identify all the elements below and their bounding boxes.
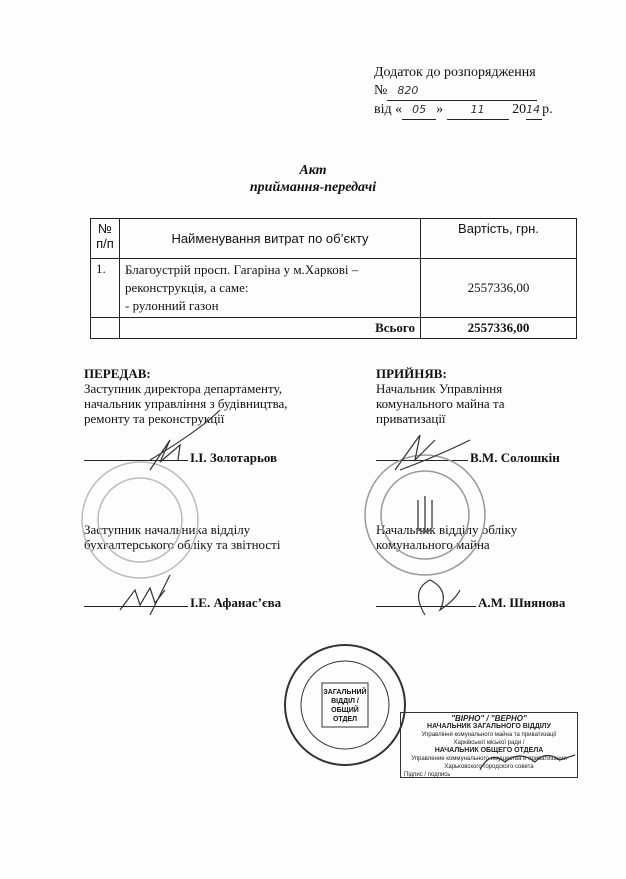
faint-seal-left [82,462,198,578]
header-name: Найменування витрат по об’єкту [120,219,421,259]
stamp-line: НАЧАЛЬНИК ОБЩЕГО ОТДЕЛА [434,747,544,754]
stamp-line: НАЧАЛЬНИК ЗАГАЛЬНОГО ВІДДІЛУ [427,723,551,730]
left-pos2-line: Заступник начальника відділу [84,522,251,537]
right-pos2-line: комунального майна [376,537,490,552]
left-pos1-line: Заступник директора департаменту, [84,381,282,396]
no-label: № [374,83,388,98]
year-prefix: 20 [512,102,527,117]
stamp-line: Харьковского городского совета [444,764,534,770]
left-pos1-line: ремонту та реконструкції [84,411,225,426]
day-value: 05 [402,101,436,120]
stamp-line: "ВІРНО" / "ВЕРНО" [451,714,527,723]
name-line: - рулонний газон [125,298,219,313]
faint-seal-right [365,455,485,575]
stamp-sign-label: Підпис / подпись [404,772,451,778]
left-pos1-line: начальник управління з будівництва, [84,396,288,411]
stamp-line: Харківської міської ради / [453,740,525,746]
stamp-line: Управление коммунального имущества и приватизации [411,756,567,762]
right-pos2-line: Начальник відділу обліку [376,522,518,537]
right-pos1-line: приватизації [376,411,446,426]
header-num: № п/п [91,219,120,259]
row-cost: 2557336,00 [421,259,577,318]
appendix-title: Додаток до розпорядження [374,65,536,80]
left-pos2-line: бухгалтерського обліку та звітності [84,537,281,552]
row-num: 1. [91,259,120,318]
title-line2: приймання-передачі [249,180,377,195]
name-line: Благоустрій просп. Гагаріна у м.Харкові – [125,262,359,277]
signature-shiyanova [419,580,460,615]
header-cost: Вартість, грн. [421,219,577,259]
date-suffix: р. [542,102,553,117]
round-seal-text: ЗАГАЛЬНИЙ ВІДДІЛ / ОБЩИЙ ОТДЕЛ [323,689,367,723]
certified-copy-stamp [400,712,578,778]
left-name2: І.Е. Афанас’єва [190,595,282,610]
signature-zolotarov [150,410,220,470]
year-suffix: 14 [526,101,542,120]
right-name2: А.М. Шиянова [478,595,566,610]
month-value: 11 [447,101,509,120]
date-mid: » [436,102,444,117]
date-prefix: від « [374,102,403,117]
right-pos1-line: Начальник Управління [376,381,503,396]
left-heading: ПЕРЕДАВ: [84,366,151,381]
right-heading: ПРИЙНЯВ: [376,366,447,381]
total-value: 2557336,00 [421,318,577,339]
left-name1: І.І. Золотарьов [190,450,278,465]
stamp-line: Управління комунального майна та приватизації [421,732,557,738]
right-name1: В.М. Солошкін [470,450,560,465]
name-line: реконструкція, а саме: [125,280,249,295]
right-pos1-line: комунального майна та [376,396,505,411]
no-value: 820 [397,84,419,97]
title-line1: Акт [299,163,327,178]
signature-afanasieva [120,575,170,615]
total-label: Всього [120,318,421,339]
